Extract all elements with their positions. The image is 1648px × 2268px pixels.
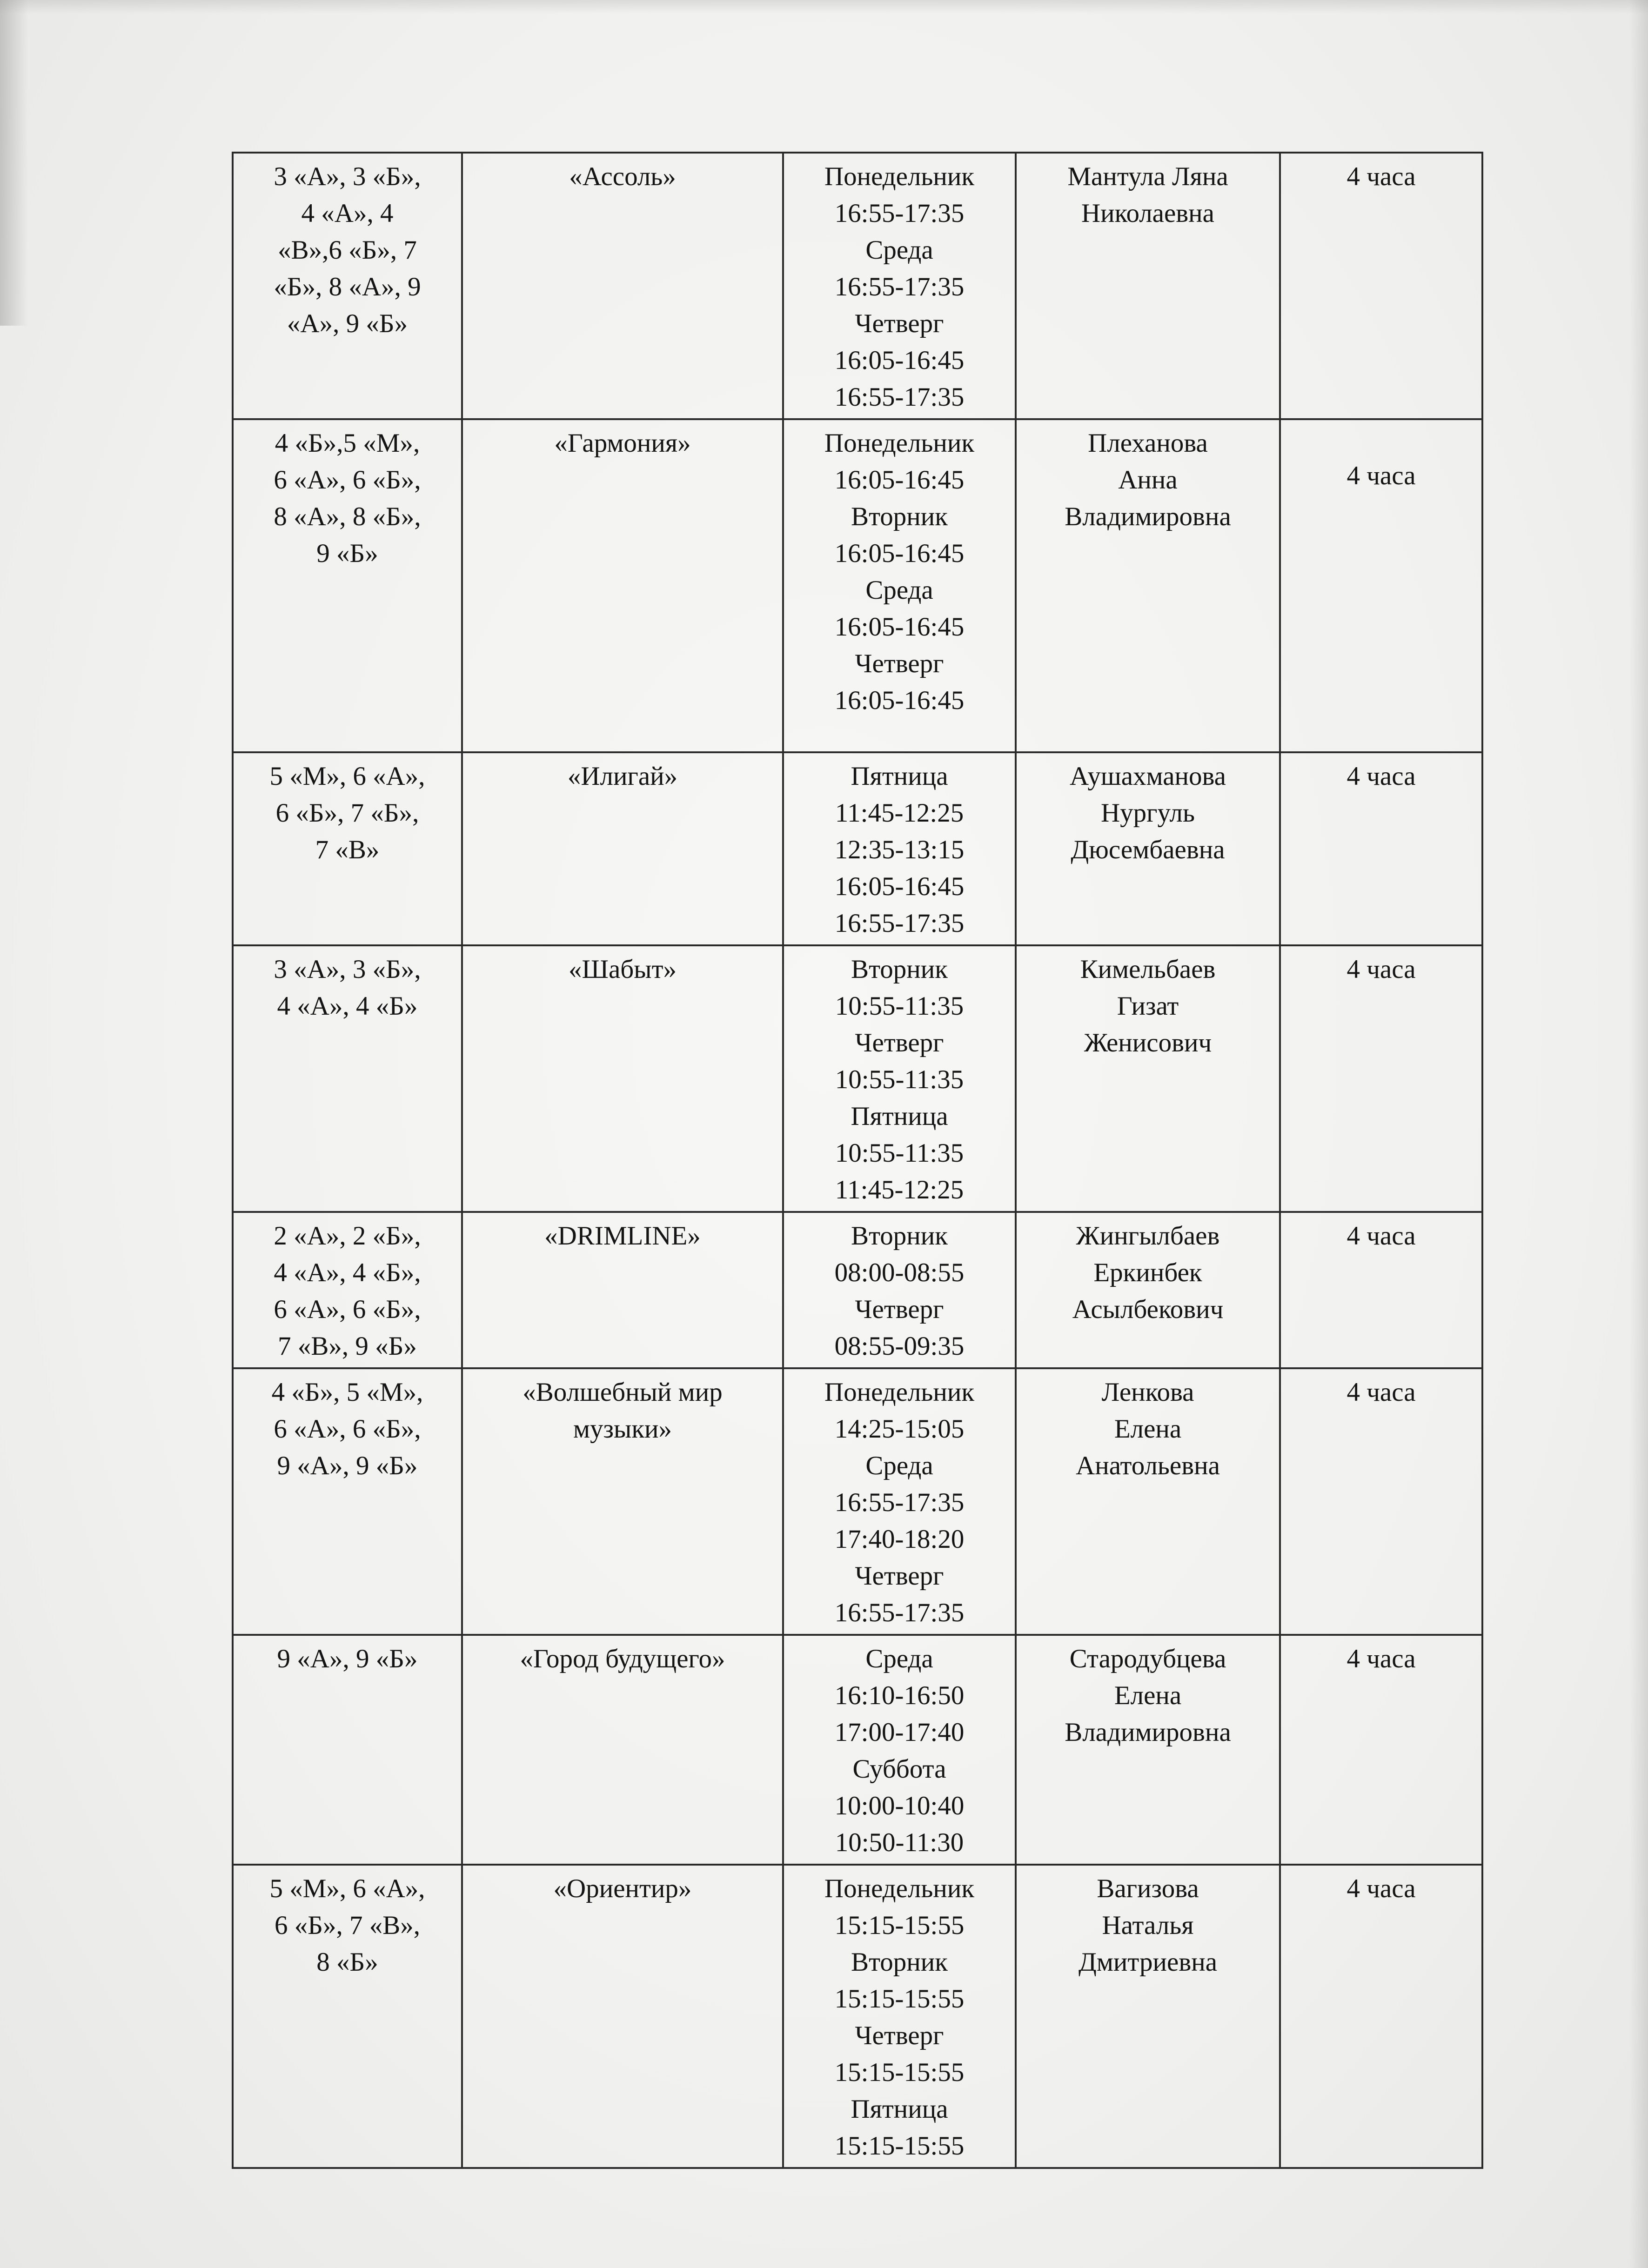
schedule-line: Вторник (851, 1947, 948, 1977)
classes-line: 2 «А», 2 «Б», (274, 1221, 421, 1251)
schedule-line: Четверг (855, 649, 944, 678)
classes-line: 4 «А», 4 «Б», (274, 1258, 421, 1287)
club-name-cell (462, 752, 783, 945)
hours-cell (1280, 1635, 1482, 1865)
hours-cell (1280, 153, 1482, 419)
hours-cell (1280, 419, 1482, 752)
teacher-cell (1016, 752, 1280, 945)
classes-line: «А», 9 «Б» (287, 309, 408, 338)
club-name-cell (462, 1212, 783, 1368)
teacher-name-line: Елена (1114, 1681, 1182, 1710)
teacher-cell (1016, 1368, 1280, 1635)
hours-cell (1280, 945, 1482, 1212)
page-right-edge (1629, 0, 1648, 2268)
hours-cell (1280, 1368, 1482, 1635)
schedule-cell (783, 1212, 1016, 1368)
club-name: «Гармония» (554, 428, 691, 458)
schedule-line: Вторник (851, 1221, 948, 1251)
schedule-line: 15:15-15:55 (834, 1984, 965, 2014)
schedule-line: 16:05-16:45 (834, 686, 965, 715)
classes-line: 3 «А», 3 «Б», (274, 162, 421, 191)
table-row (233, 1865, 1482, 2168)
classes-cell (233, 153, 462, 419)
teacher-name-line: Вагизова (1097, 1874, 1199, 1903)
teacher-name-line: Женисович (1084, 1028, 1212, 1057)
schedule-line: 16:05-16:45 (834, 346, 965, 375)
teacher-cell (1016, 1212, 1280, 1368)
table-row (233, 419, 1482, 752)
classes-line: 3 «А», 3 «Б», (274, 955, 421, 984)
schedule-line: 10:55-11:35 (835, 1065, 964, 1094)
schedule-cell (783, 1865, 1016, 2168)
schedule-line: 08:55-09:35 (834, 1331, 965, 1361)
schedule-line: 16:10-16:50 (834, 1681, 965, 1710)
classes-line: 4 «А», 4 (301, 199, 394, 228)
schedule-line: Пятница (851, 762, 948, 791)
teacher-name-line: Дмитриевна (1078, 1947, 1218, 1977)
table-row (233, 752, 1482, 945)
club-name: музыки» (573, 1414, 672, 1444)
schedule-line: 16:55-17:35 (834, 1598, 965, 1627)
hours-cell (1280, 1212, 1482, 1368)
hours-value: 4 часа (1347, 162, 1416, 191)
schedule-line: 16:55-17:35 (834, 382, 965, 412)
hours-cell (1280, 1865, 1482, 2168)
club-name: «Город будущего» (520, 1644, 725, 1673)
schedule-line: 16:05-16:45 (834, 539, 965, 568)
table-row (233, 1212, 1482, 1368)
teacher-name-line: Жингылбаев (1076, 1221, 1220, 1251)
teacher-cell (1016, 419, 1280, 752)
schedule-line: Понедельник (824, 1378, 975, 1407)
classes-cell (233, 1368, 462, 1635)
schedule-line: 14:25-15:05 (834, 1414, 965, 1444)
page-top-edge (0, 0, 1648, 14)
teacher-name-line: Кимельбаев (1080, 955, 1216, 984)
teacher-name-line: Аушахманова (1070, 762, 1226, 791)
schedule-cell (783, 419, 1016, 752)
classes-line: 6 «Б», 7 «В», (275, 1911, 420, 1940)
teacher-name-line: Мантула Ляна (1067, 162, 1228, 191)
club-name-cell (462, 945, 783, 1212)
schedule-line: 17:40-18:20 (834, 1525, 965, 1554)
schedule-line: 08:00-08:55 (834, 1258, 965, 1287)
table-row (233, 1635, 1482, 1865)
classes-line: 9 «А», 9 «Б» (277, 1451, 418, 1480)
teacher-name-line: Владимировна (1065, 1718, 1231, 1747)
schedule-line: Понедельник (824, 1874, 975, 1903)
schedule-line: Четверг (855, 2021, 944, 2050)
schedule-cell (783, 1635, 1016, 1865)
hours-value: 4 часа (1347, 955, 1416, 984)
classes-line: 6 «А», 6 «Б», (274, 465, 421, 495)
schedule-cell (783, 945, 1016, 1212)
teacher-name-line: Плеханова (1088, 428, 1208, 458)
club-name-cell (462, 1635, 783, 1865)
classes-line: «Б», 8 «А», 9 (274, 272, 421, 301)
hours-value: 4 часа (1347, 1874, 1416, 1903)
schedule-line: Четверг (855, 1561, 944, 1591)
club-name-cell (462, 419, 783, 752)
classes-line: 8 «А», 8 «Б», (274, 502, 421, 531)
classes-cell (233, 1212, 462, 1368)
teacher-cell (1016, 1635, 1280, 1865)
hours-value: 4 часа (1347, 1378, 1416, 1407)
club-name: «Волшебный мир (523, 1378, 723, 1407)
schedule-line: Среда (865, 1644, 933, 1673)
classes-line: 7 «В», 9 «Б» (278, 1331, 417, 1361)
schedule-line: 16:05-16:45 (834, 465, 965, 495)
schedule-line: 16:55-17:35 (834, 1488, 965, 1517)
classes-cell (233, 752, 462, 945)
club-name-cell (462, 1368, 783, 1635)
table-row (233, 153, 1482, 419)
schedule-line: Четверг (855, 1028, 944, 1057)
teacher-name-line: Гизат (1117, 991, 1179, 1021)
page-edge-shadow (0, 0, 28, 326)
schedule-line: 11:45-12:25 (835, 798, 964, 828)
classes-line: 9 «А», 9 «Б» (277, 1644, 418, 1673)
teacher-name-line: Елена (1114, 1414, 1182, 1444)
table-row (233, 1368, 1482, 1635)
classes-line: 6 «А», 6 «Б», (274, 1295, 421, 1324)
classes-cell (233, 1635, 462, 1865)
schedule-line: Среда (865, 1451, 933, 1480)
classes-line: «В»,6 «Б», 7 (278, 235, 417, 265)
schedule-line: 15:15-15:55 (834, 1911, 965, 1940)
club-name: «Ассоль» (569, 162, 676, 191)
classes-line: 8 «Б» (316, 1947, 378, 1977)
club-name-cell (462, 153, 783, 419)
teacher-cell (1016, 153, 1280, 419)
classes-cell (233, 419, 462, 752)
teacher-name-line: Ленкова (1101, 1378, 1194, 1407)
schedule-line: Среда (865, 235, 933, 265)
schedule-line: Пятница (851, 1102, 948, 1131)
classes-line: 4 «Б», 5 «М», (271, 1378, 423, 1407)
teacher-name-line: Нургуль (1101, 798, 1195, 828)
classes-cell (233, 945, 462, 1212)
teacher-name-line: Наталья (1102, 1911, 1194, 1940)
teacher-name-line: Николаевна (1081, 199, 1214, 228)
schedule-cell (783, 1368, 1016, 1635)
teacher-name-line: Еркинбек (1093, 1258, 1202, 1287)
schedule-line: 10:55-11:35 (835, 991, 964, 1021)
schedule-line: 10:00-10:40 (834, 1791, 965, 1820)
schedule-line: 17:00-17:40 (834, 1718, 965, 1747)
club-schedule-table (232, 152, 1483, 2169)
teacher-name-line: Асылбекович (1072, 1295, 1224, 1324)
schedule-line: Понедельник (824, 428, 975, 458)
classes-line: 6 «Б», 7 «Б», (275, 798, 419, 828)
table-row (233, 945, 1482, 1212)
teacher-cell (1016, 945, 1280, 1212)
schedule-line: 16:55-17:35 (834, 909, 965, 938)
schedule-line: 16:05-16:45 (834, 612, 965, 642)
teacher-name-line: Владимировна (1065, 502, 1231, 531)
hours-value: 4 часа (1347, 1644, 1416, 1673)
classes-line: 4 «А», 4 «Б» (277, 991, 418, 1021)
classes-line: 6 «А», 6 «Б», (274, 1414, 421, 1444)
schedule-cell (783, 153, 1016, 419)
teacher-name-line: Стародубцева (1069, 1644, 1226, 1673)
schedule-line: 16:55-17:35 (834, 272, 965, 301)
hours-cell (1280, 752, 1482, 945)
classes-line: 9 «Б» (316, 539, 378, 568)
classes-line: 5 «М», 6 «А», (269, 762, 425, 791)
schedule-line: Вторник (851, 502, 948, 531)
schedule-line: 10:50-11:30 (835, 1828, 964, 1857)
schedule-line: 10:55-11:35 (835, 1138, 964, 1168)
hours-value: 4 часа (1347, 762, 1416, 791)
club-name: «Шабыт» (568, 955, 677, 984)
schedule-line: Четверг (855, 309, 944, 338)
teacher-name-line: Анна (1118, 465, 1178, 495)
teacher-name-line: Анатольевна (1076, 1451, 1220, 1480)
schedule-line: 12:35-13:15 (834, 835, 965, 864)
club-name: «Ориентир» (553, 1874, 692, 1903)
schedule-line: 16:55-17:35 (834, 199, 965, 228)
classes-line: 5 «М», 6 «А», (269, 1874, 425, 1903)
classes-cell (233, 1865, 462, 2168)
club-name-cell (462, 1865, 783, 2168)
schedule-line: 15:15-15:55 (834, 2131, 965, 2161)
schedule-line: Пятница (851, 2094, 948, 2124)
schedule-line: Суббота (852, 1754, 946, 1784)
teacher-cell (1016, 1865, 1280, 2168)
teacher-name-line: Дюсембаевна (1071, 835, 1225, 864)
classes-line: 7 «В» (315, 835, 380, 864)
hours-value: 4 часа (1347, 461, 1416, 490)
schedule-line: 15:15-15:55 (834, 2058, 965, 2087)
schedule-line: Вторник (851, 955, 948, 984)
club-name: «Илигай» (567, 762, 678, 791)
schedule-line: Понедельник (824, 162, 975, 191)
schedule-cell (783, 752, 1016, 945)
hours-value: 4 часа (1347, 1221, 1416, 1251)
schedule-line: 11:45-12:25 (835, 1175, 964, 1204)
classes-line: 4 «Б»,5 «М», (275, 428, 420, 458)
schedule-line: 16:05-16:45 (834, 872, 965, 901)
schedule-line: Четверг (855, 1295, 944, 1324)
schedule-line: Среда (865, 575, 933, 605)
club-name: «DRIMLINE» (544, 1221, 701, 1251)
